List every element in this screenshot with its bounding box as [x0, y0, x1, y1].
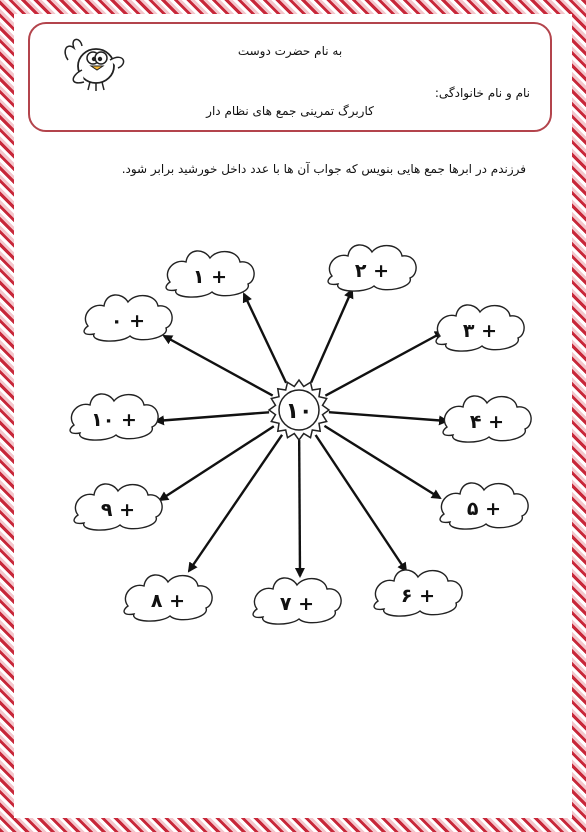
cloud-label: + ۵: [466, 498, 502, 520]
arrow-c1: [244, 294, 286, 383]
arrow-c7: [299, 440, 300, 576]
cloud-c7: [253, 578, 341, 624]
cloud-label: + ۹: [100, 499, 136, 521]
cloud-c6: [374, 570, 462, 616]
cloud-c2: [328, 245, 416, 291]
arrow-c4: [329, 412, 447, 421]
cloud-label: + ۳: [462, 320, 498, 342]
cloud-label: + ۴: [469, 411, 505, 433]
cloud-c0: [84, 295, 172, 341]
cloud-label: + ۱۰: [91, 409, 137, 431]
cloud-c10: [70, 394, 158, 440]
cloud-label: + ۰: [110, 310, 146, 332]
arrow-c2: [311, 290, 352, 383]
cloud-c1: [166, 251, 254, 297]
cloud-label: + ۸: [150, 590, 186, 612]
cloud-c8: [124, 575, 212, 621]
sun-label: ۱۰: [285, 399, 313, 424]
cloud-c5: [440, 483, 528, 529]
cloud-c9: [74, 484, 162, 530]
cloud-label: + ۲: [354, 260, 390, 282]
arrow-c10: [156, 412, 269, 421]
cloud-label: + ۱: [192, 266, 228, 288]
page-title: به نام حضرت دوست: [237, 44, 343, 58]
cloud-label: + ۶: [400, 585, 436, 607]
name-field-label: نام و نام خانوادگی:: [434, 86, 530, 100]
arrow-c6: [316, 435, 406, 571]
instruction-text: فرزندم در ابرها جمع هایی بنویس که جواب آن ها با عدد داخل خورشید برابر شود.: [121, 162, 526, 176]
worksheet-subtitle: کاربرگ تمرینی جمع های نظام دار: [206, 104, 374, 118]
arrow-c9: [160, 426, 274, 500]
arrow-c3: [325, 332, 443, 396]
cloud-c3: [436, 305, 524, 351]
arrow-c8: [189, 435, 282, 571]
cloud-label: + ۷: [279, 593, 315, 615]
sun-icon: [269, 380, 329, 440]
arrow-c5: [324, 426, 440, 498]
arrow-c0: [164, 336, 273, 396]
cloud-c4: [443, 396, 531, 442]
